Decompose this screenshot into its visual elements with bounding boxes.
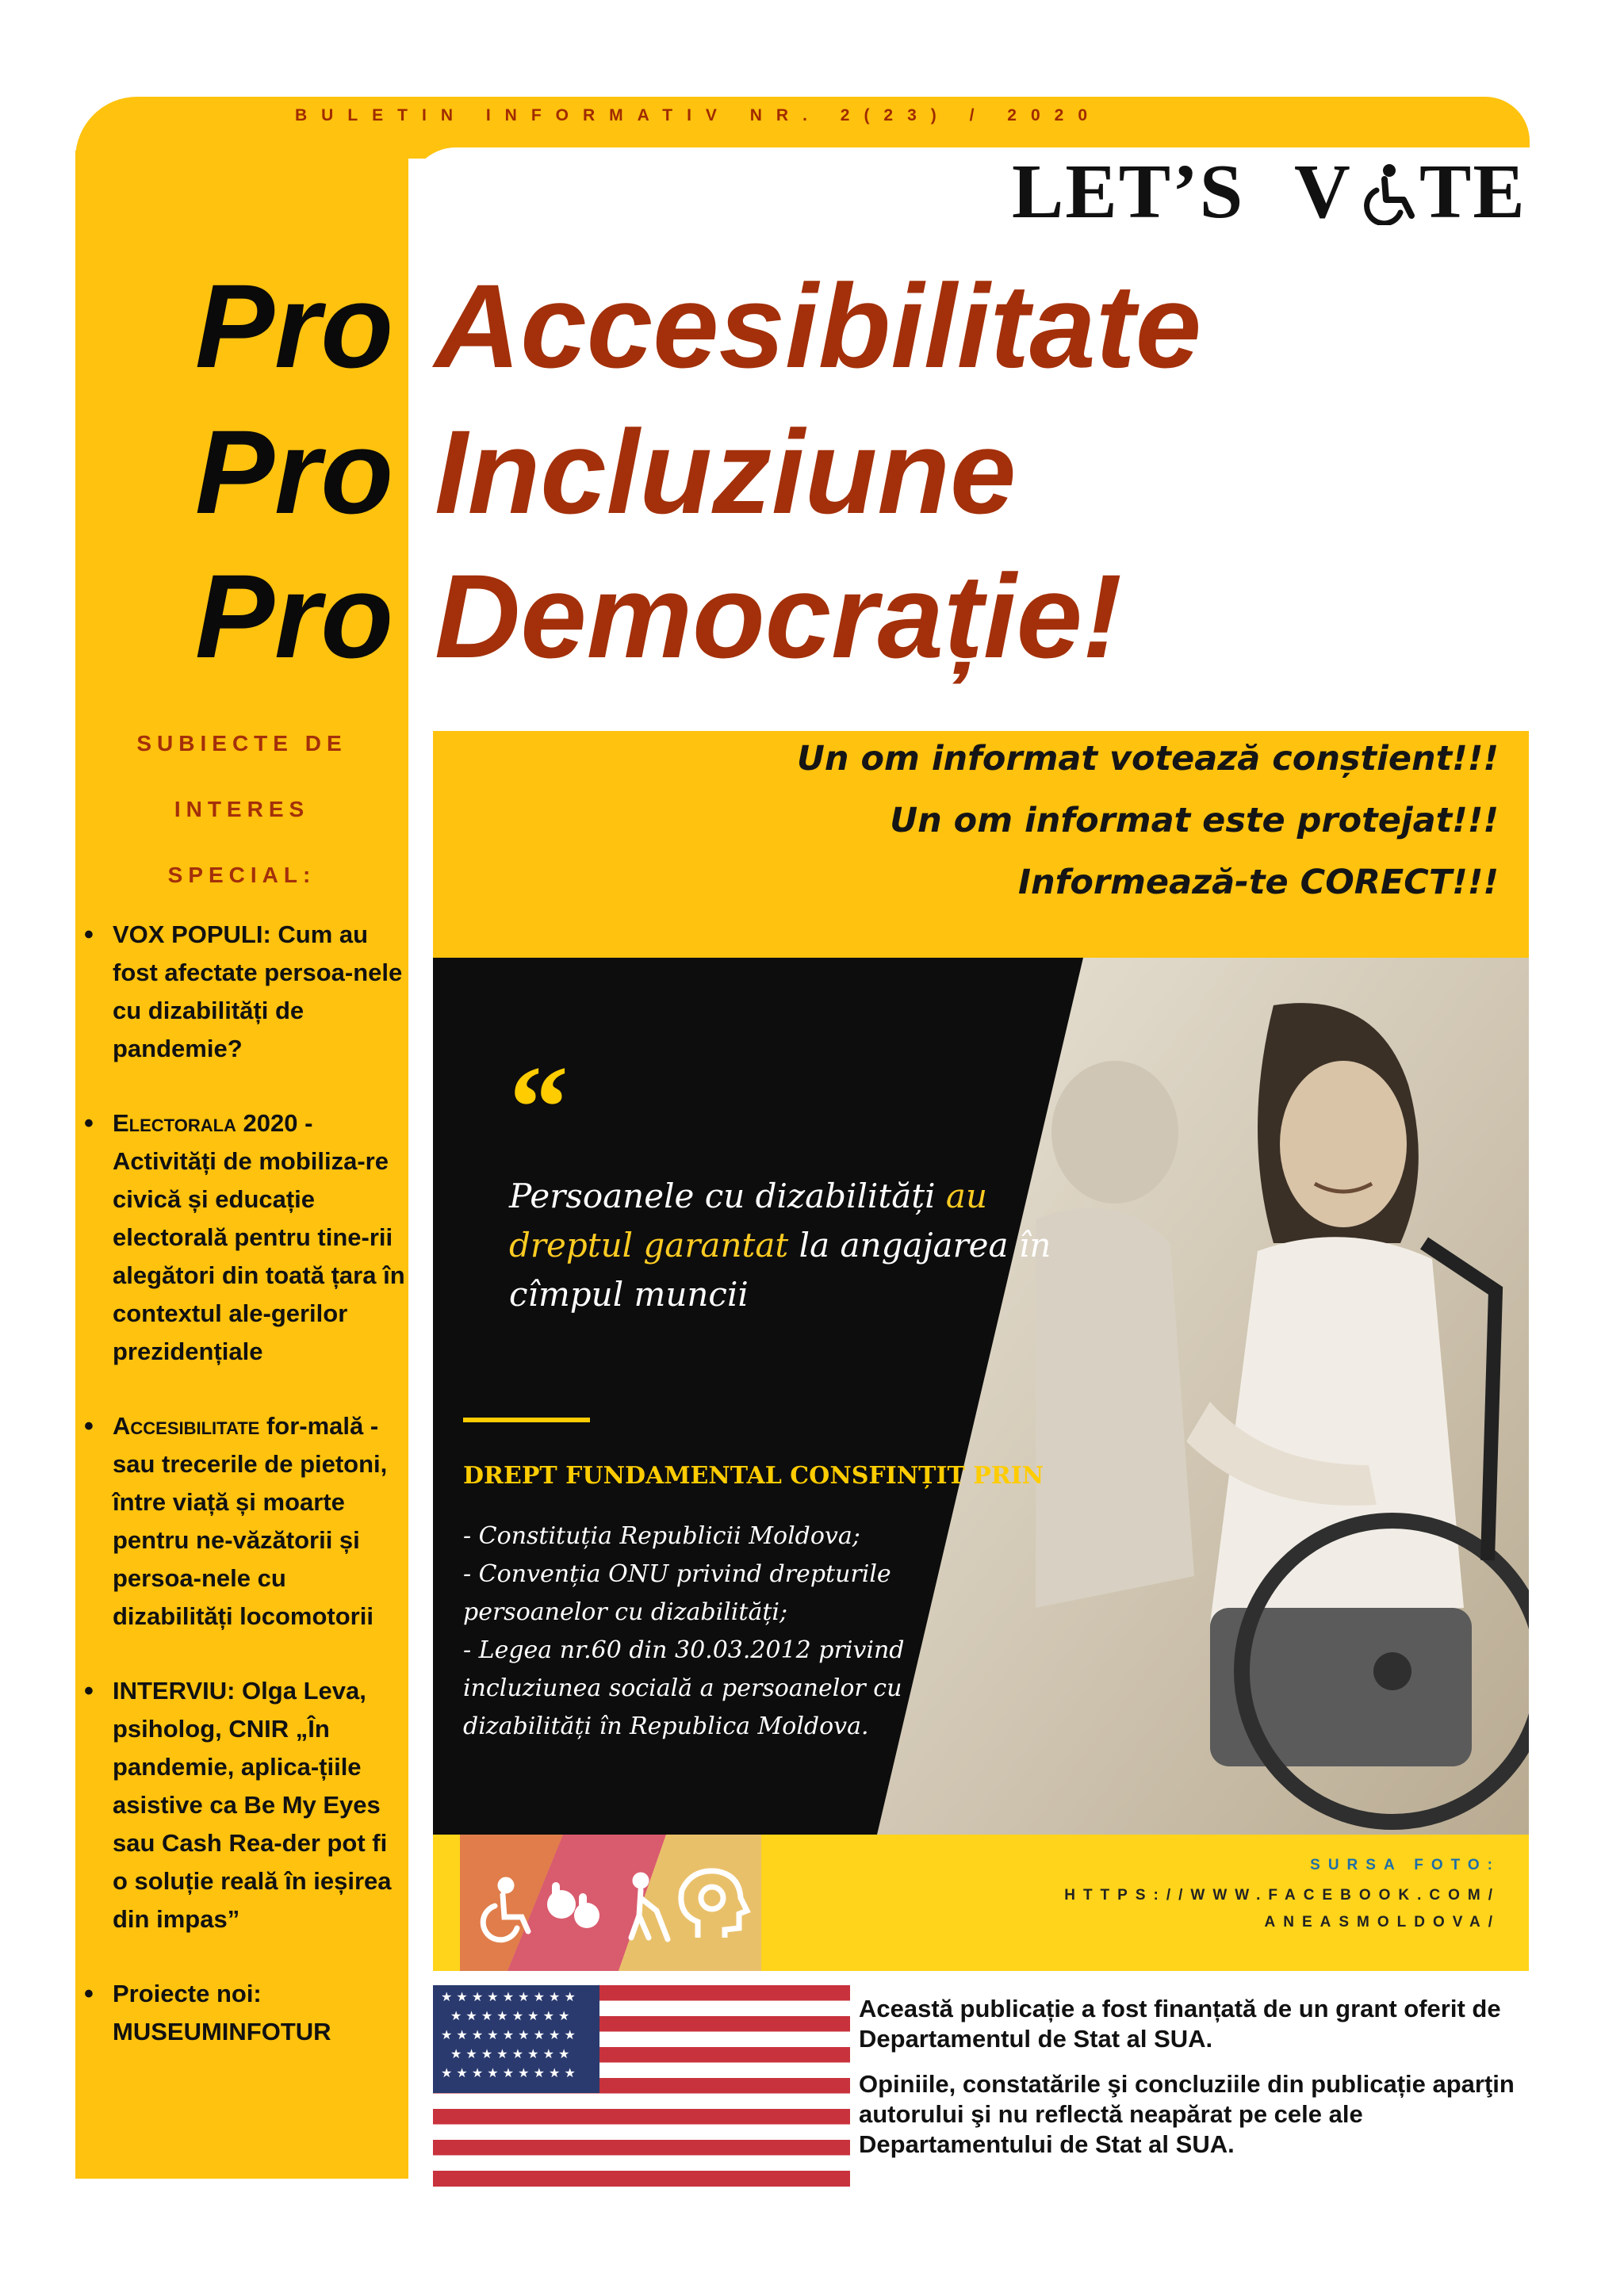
svg-text:★ ★ ★ ★ ★ ★ ★ ★: ★ ★ ★ ★ ★ ★ ★ ★ [450,2046,570,2061]
svg-text:★ ★ ★ ★ ★ ★ ★ ★: ★ ★ ★ ★ ★ ★ ★ ★ [450,2008,570,2023]
source-label: SURSA FOTO: [1310,1857,1500,1873]
sidebar-heading: SUBIECTE DE [136,731,347,756]
topic-item [81,916,406,1068]
topic-item [81,1975,406,2051]
topic-text: INTERVIU: Olga Leva, psiholog, CNIR „În pandemie, aplica-țiile asistive ca Be My Eyes sau Cash Rea-der pot fi o soluție reală în ieșirea din impas” [113,1677,392,1933]
svg-text:★ ★ ★ ★ ★ ★ ★ ★ ★: ★ ★ ★ ★ ★ ★ ★ ★ ★ [441,2027,576,2042]
laws-list [463,1517,986,1746]
headline-line-1 [195,259,1202,392]
topic-text: VOX POPULI: Cum au fost afectate persoa-nele cu dizabilități de pandemie? [113,920,403,1062]
accessibility-icons-tile [460,1835,761,1971]
topics-list [81,916,406,2087]
law-item: - Constituția Republicii Moldova; [463,1522,860,1550]
divider-rule [463,1418,590,1422]
slogan-line: Informează-te CORECT!!! [1018,863,1499,902]
topic-text: for-mală - sau trecerile de pietoni, între viață și moarte pentru ne-văzătorii și persoa-nele cu dizabilități locomotorii [113,1412,388,1630]
lets-vote-logo [1012,147,1526,235]
headline-word: Democrație! [435,549,1122,683]
headline-pro: Pro [195,405,394,538]
topic-lead: Accesibilitate [113,1412,260,1440]
headline-pro: Pro [195,549,394,683]
us-flag-image [433,1985,850,2187]
disclaimer-statement: Opiniile, constatările şi concluziile din publicație aparţin autorului şi nu reflectă neapărat pe cele ale Departamentului de Stat al SUA. [859,2070,1515,2158]
law-item: - Convenția ONU privind drepturile persoanelor cu dizabilități; [463,1560,891,1626]
topic-text: 2020 - Activități de mobiliza-re civică și educație electorală pentru tine-rii alegători din toată țara în contextul ale-gerilor prezidențiale [113,1109,405,1365]
headline-line-3 [195,549,1122,683]
quote-part: Persoanele cu dizabilități [509,1177,946,1215]
sidebar-heading: INTERES [174,797,310,821]
slogan-line: Un om informat votează conștient!!! [797,739,1499,779]
sidebar-heading: SPECIAL: [167,863,316,887]
photo-panel [433,958,1529,1835]
topic-item [81,1672,406,1938]
source-url: ANEASMOLDOVA/ [1264,1914,1500,1931]
bulletin-number: BULETIN INFORMATIV NR. 2(23) / 2020 [295,106,1102,124]
wheelchair-icon [1354,163,1418,225]
svg-text:★ ★ ★ ★ ★ ★ ★ ★ ★: ★ ★ ★ ★ ★ ★ ★ ★ ★ [441,2065,576,2080]
headline-line-2 [195,405,1017,538]
logo-text-lets: LET’S [1012,149,1245,235]
quote-part: la angajarea în cîmpul muncii [509,1226,1051,1314]
svg-text:★ ★ ★ ★ ★ ★ ★ ★ ★: ★ ★ ★ ★ ★ ★ ★ ★ ★ [441,1989,576,2004]
source-url: HTTPS://WWW.FACEBOOK.COM/ [1064,1887,1500,1904]
quote-highlight: au dreptul garantat [509,1177,987,1265]
quote-mark-icon: “ [509,1042,569,1173]
topic-item [81,1104,406,1371]
topic-lead: Electorala [113,1109,236,1137]
logo-text-v: V [1294,149,1352,235]
topic-text: Proiecte noi: MUSEUMINFOTUR [113,1980,331,2045]
headline-word: Incluziune [435,405,1017,538]
logo-text-te: TE [1419,149,1526,235]
headline-word: Accesibilitate [435,259,1202,392]
topic-item [81,1407,406,1636]
headline-pro: Pro [195,259,394,392]
quote-text [509,1172,1064,1319]
rights-heading: DREPT FUNDAMENTAL CONSFINȚIT PRIN [463,1462,1044,1490]
slogan-line: Un om informat este protejat!!! [890,801,1499,840]
law-item: - Legea nr.60 din 30.03.2012 privind incluziunea socială a persoanelor cu dizabilități în Republica Moldova. [463,1636,905,1740]
source-band [433,1835,1529,1971]
grant-statement: Această publicație a fost finanțată de un grant oferit de Departamentul de Stat al SUA. [859,1995,1501,2053]
slogan-box [433,731,1529,961]
